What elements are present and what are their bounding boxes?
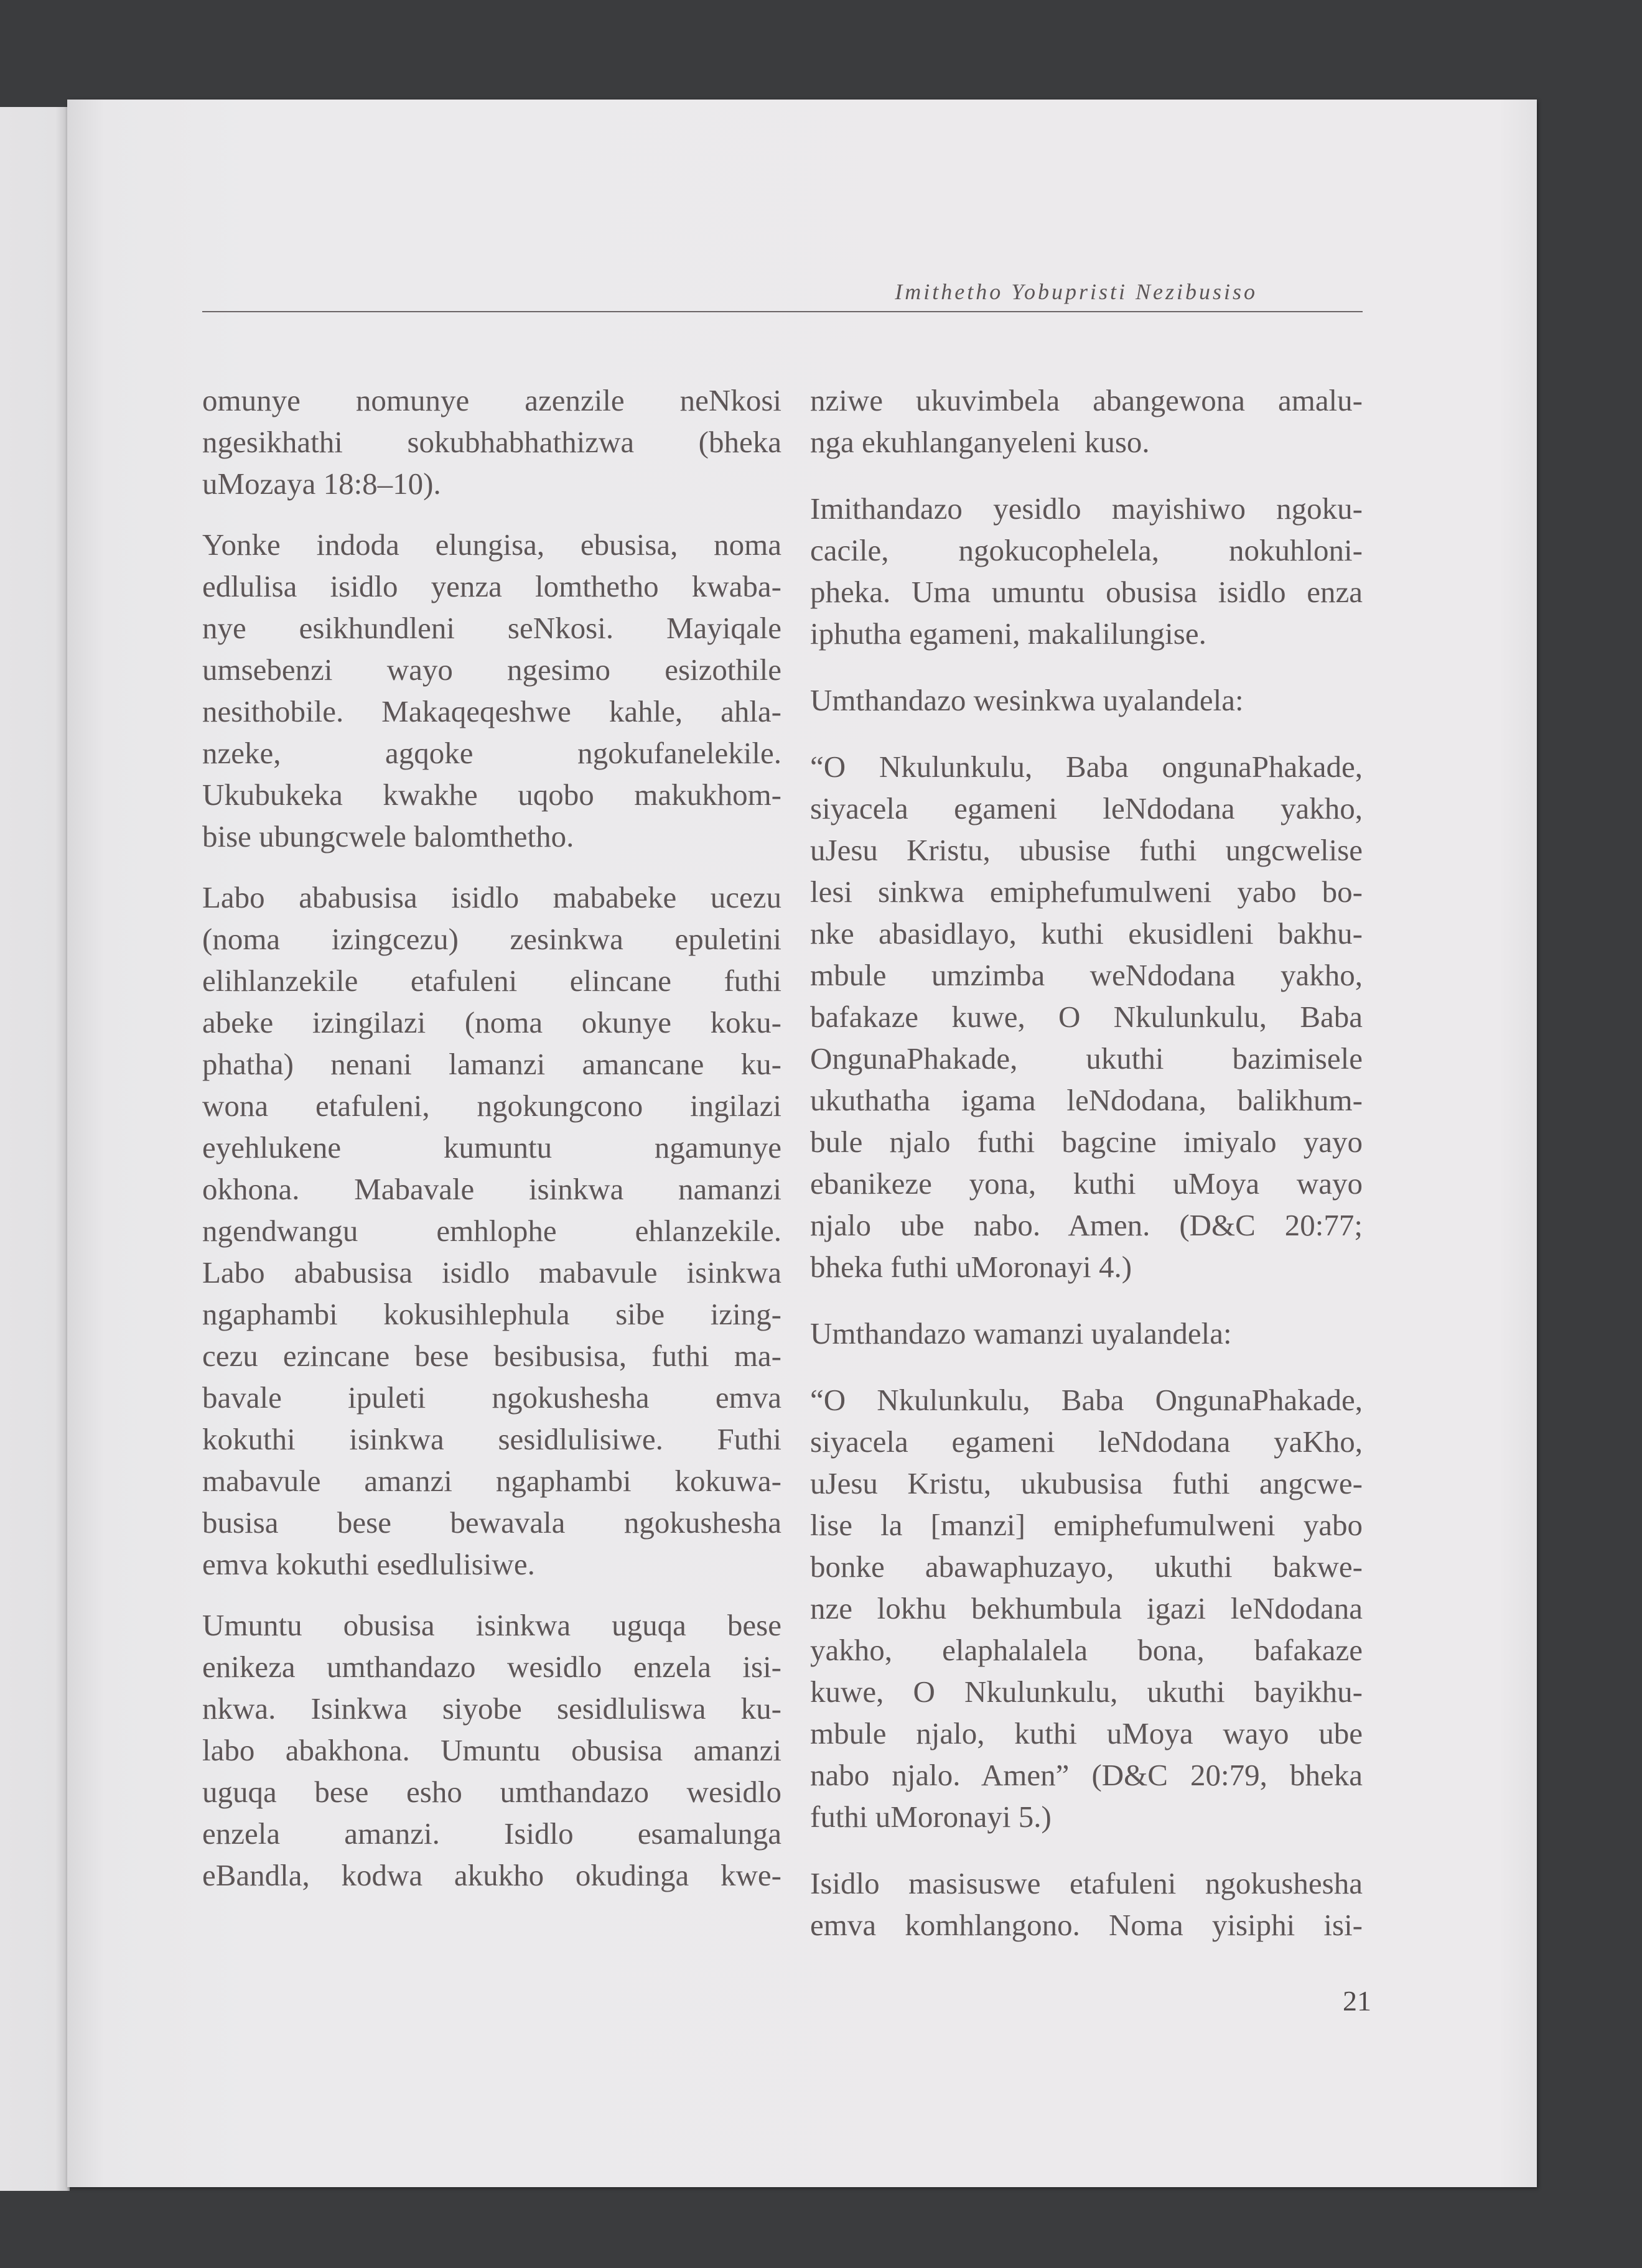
text-line: abeke izingilazi (noma okunye koku- bbox=[202, 1005, 781, 1039]
text-line: umsebenzi wayo ngesimo esizothile bbox=[202, 653, 781, 687]
text-line: uJesu Kristu, ubusise futhi ungcwelise bbox=[810, 833, 1363, 867]
text-line: nesithobile. Makaqeqeshwe kahle, ahla- bbox=[202, 694, 781, 728]
text-line: edlulisa isidlo yenza lomthetho kwaba- bbox=[202, 569, 781, 603]
text-line: OngunaPhakade, ukuthi bazimisele bbox=[810, 1041, 1363, 1076]
text-line: bise ubungcwele balomthetho. bbox=[202, 819, 574, 853]
text-line: eyehlukene kumuntu ngamunye bbox=[202, 1130, 781, 1164]
text-line: lise la [manzi] emiphefumulweni yabo bbox=[810, 1508, 1363, 1542]
text-line: nke abasidlayo, kuthi ekusidleni bakhu- bbox=[810, 916, 1363, 950]
text-line: enzela amanzi. Isidlo esamalunga bbox=[202, 1816, 781, 1851]
text-line: kokuthi isinkwa sesidlulisiwe. Futhi bbox=[202, 1422, 781, 1456]
text-line: labo abakhona. Umuntu obusisa amanzi bbox=[202, 1733, 781, 1767]
text-line: mabavule amanzi ngaphambi kokuwa- bbox=[202, 1464, 781, 1498]
text-line: uMozaya 18:8–10). bbox=[202, 467, 441, 501]
text-line: iphutha egameni, makalilungise. bbox=[810, 616, 1206, 651]
paragraph bbox=[810, 746, 1363, 1288]
text-line: Umthandazo wesinkwa uyalandela: bbox=[810, 683, 1244, 717]
paragraph bbox=[810, 488, 1363, 654]
running-head: Imithetho Yobupristi Nezibusiso bbox=[895, 279, 1257, 304]
text-line: Umthandazo wamanzi uyalandela: bbox=[810, 1316, 1232, 1350]
text-line: cacile, ngokucophelela, nokuhloni- bbox=[810, 533, 1363, 567]
text-line: bonke abawaphuzayo, ukuthi bakwe- bbox=[810, 1550, 1363, 1584]
text-line: (noma izingcezu) zesinkwa epuletini bbox=[202, 922, 781, 956]
text-line: nziwe ukuvimbela abangewona amalu- bbox=[810, 383, 1363, 417]
text-line: njalo ube nabo. Amen. (D&C 20:77; bbox=[810, 1208, 1363, 1242]
previous-page-edge bbox=[0, 107, 70, 2191]
text-line: Yonke indoda elungisa, ebusisa, noma bbox=[202, 527, 781, 562]
paragraph bbox=[810, 379, 1363, 463]
text-line: lesi sinkwa emiphefumulweni yabo bo- bbox=[810, 875, 1363, 909]
text-line: nzeke, agqoke ngokufanelekile. bbox=[202, 736, 781, 770]
text-line: nga ekuhlanganyeleni kuso. bbox=[810, 425, 1150, 459]
text-line: bafakaze kuwe, O Nkulunkulu, Baba bbox=[810, 1000, 1363, 1034]
text-line: Labo ababusisa isidlo mababeke ucezu bbox=[202, 880, 781, 914]
text-line: futhi uMoronayi 5.) bbox=[810, 1800, 1052, 1834]
paragraph bbox=[202, 524, 781, 857]
paragraph bbox=[810, 1313, 1363, 1354]
text-line: nye esikhundleni seNkosi. Mayiqale bbox=[202, 611, 781, 645]
text-line: okhona. Mabavale isinkwa namanzi bbox=[202, 1172, 781, 1206]
text-line: eBandla, kodwa akukho okudinga kwe- bbox=[202, 1858, 781, 1892]
header-rule bbox=[202, 311, 1363, 312]
text-line: ngaphambi kokusihlephula sibe izing- bbox=[202, 1297, 781, 1331]
text-line: yakho, elaphalalela bona, bafakaze bbox=[810, 1633, 1363, 1667]
text-line: “O Nkulunkulu, Baba ongunaPhakade, bbox=[810, 750, 1363, 784]
paragraph bbox=[202, 876, 781, 1585]
text-line: “O Nkulunkulu, Baba OngunaPhakade, bbox=[810, 1383, 1363, 1417]
right-column bbox=[810, 379, 1363, 1946]
text-line: Umuntu obusisa isinkwa uguqa bese bbox=[202, 1608, 781, 1642]
text-line: uguqa bese esho umthandazo wesidlo bbox=[202, 1775, 781, 1809]
text-line: elihlanzekile etafuleni elincane futhi bbox=[202, 964, 781, 998]
text-line: nabo njalo. Amen” (D&C 20:79, bheka bbox=[810, 1758, 1363, 1792]
text-line: bule njalo futhi bagcine imiyalo yayo bbox=[810, 1125, 1363, 1159]
text-line: omunye nomunye azenzile neNkosi bbox=[202, 383, 781, 417]
paragraph bbox=[810, 1379, 1363, 1838]
text-line: Imithandazo yesidlo mayishiwo ngoku- bbox=[810, 491, 1363, 526]
text-line: mbule njalo, kuthi uMoya wayo ube bbox=[810, 1716, 1363, 1750]
text-line: ngendwangu emhlophe ehlanzekile. bbox=[202, 1214, 781, 1248]
text-line: Labo ababusisa isidlo mabavule isinkwa bbox=[202, 1255, 781, 1290]
text-line: phatha) nenani lamanzi amancane ku- bbox=[202, 1047, 781, 1081]
paragraph bbox=[810, 1862, 1363, 1946]
text-line: ebanikeze yona, kuthi uMoya wayo bbox=[810, 1166, 1363, 1201]
text-line: kuwe, O Nkulunkulu, ukuthi bayikhu- bbox=[810, 1675, 1363, 1709]
text-line: Ukubukeka kwakhe uqobo makukhom- bbox=[202, 778, 781, 812]
text-line: uJesu Kristu, ukubusisa futhi angcwe- bbox=[810, 1466, 1363, 1500]
text-line: Isidlo masisuswe etafuleni ngokushesha bbox=[810, 1866, 1363, 1900]
text-line: enikeza umthandazo wesidlo enzela isi- bbox=[202, 1650, 781, 1684]
text-line: siyacela egameni leNdodana yakho, bbox=[810, 791, 1363, 825]
text-line: siyacela egameni leNdodana yaKho, bbox=[810, 1424, 1363, 1459]
text-line: emva kokuthi esedlulisiwe. bbox=[202, 1547, 535, 1581]
text-line: wona etafuleni, ngokungcono ingilazi bbox=[202, 1089, 781, 1123]
text-line: bheka futhi uMoronayi 4.) bbox=[810, 1250, 1132, 1284]
text-line: mbule umzimba weNdodana yakho, bbox=[810, 958, 1363, 992]
text-line: ngesikhathi sokubhabhathizwa (bheka bbox=[202, 425, 781, 459]
text-line: cezu ezincane bese besibusisa, futhi ma- bbox=[202, 1339, 781, 1373]
paragraph bbox=[810, 679, 1363, 721]
text-line: bavale ipuleti ngokushesha emva bbox=[202, 1380, 781, 1415]
text-line: nkwa. Isinkwa siyobe sesidluliswa ku- bbox=[202, 1691, 781, 1726]
text-line: pheka. Uma umuntu obusisa isidlo enza bbox=[810, 575, 1363, 609]
paragraph bbox=[202, 1604, 781, 1896]
text-line: nze lokhu bekhumbula igazi leNdodana bbox=[810, 1591, 1363, 1625]
book-page bbox=[67, 100, 1537, 2187]
text-line: busisa bese bewavala ngokushesha bbox=[202, 1505, 781, 1540]
left-column bbox=[202, 379, 781, 1896]
page-number: 21 bbox=[1343, 1985, 1371, 2017]
text-line: emva komhlangono. Noma yisiphi isi- bbox=[810, 1908, 1363, 1942]
text-line: ukuthatha igama leNdodana, balikhum- bbox=[810, 1083, 1363, 1117]
paragraph bbox=[202, 379, 781, 504]
